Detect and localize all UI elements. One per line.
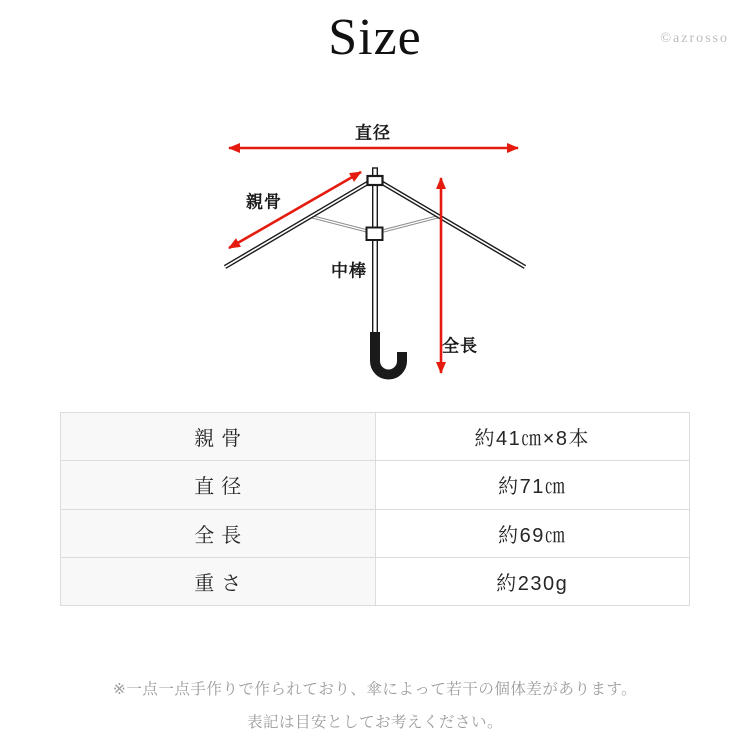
spec-label: 全長	[61, 509, 376, 557]
table-row-total-length	[61, 509, 690, 557]
umbrella-runner	[367, 228, 383, 241]
spec-label: 重さ	[61, 557, 376, 605]
table-row-rib	[61, 413, 690, 461]
table-row-diameter	[61, 461, 690, 509]
footnote-line-2: 表記は目安としてお考えください。	[246, 714, 503, 732]
umbrella-handle	[375, 332, 402, 375]
umbrella-pole	[373, 168, 378, 336]
spec-label: 親骨	[61, 413, 376, 461]
spec-value: 約69㎝	[375, 509, 690, 557]
table-row-weight	[61, 557, 690, 605]
umbrella-top-cap	[368, 176, 383, 185]
spec-table	[60, 412, 690, 606]
spec-value: 約41㎝×8本	[375, 413, 690, 461]
footnote	[0, 679, 750, 746]
footnote-line-1: ※一点一点手作りで作られており、傘によって若干の個体差があります。	[112, 681, 638, 698]
diagram-label-total-length: 全長	[442, 336, 478, 356]
page-title: Size	[328, 9, 422, 66]
diagram-label-diameter: 直径	[355, 123, 391, 143]
diagram-label-center-pole: 中棒	[331, 261, 367, 281]
spec-value: 約71㎝	[375, 461, 690, 509]
watermark-credit: ©azrosso	[660, 31, 729, 46]
diagram-label-rib: 親骨	[246, 192, 282, 212]
spec-value: 約230g	[375, 557, 690, 605]
spec-label: 直径	[61, 461, 376, 509]
